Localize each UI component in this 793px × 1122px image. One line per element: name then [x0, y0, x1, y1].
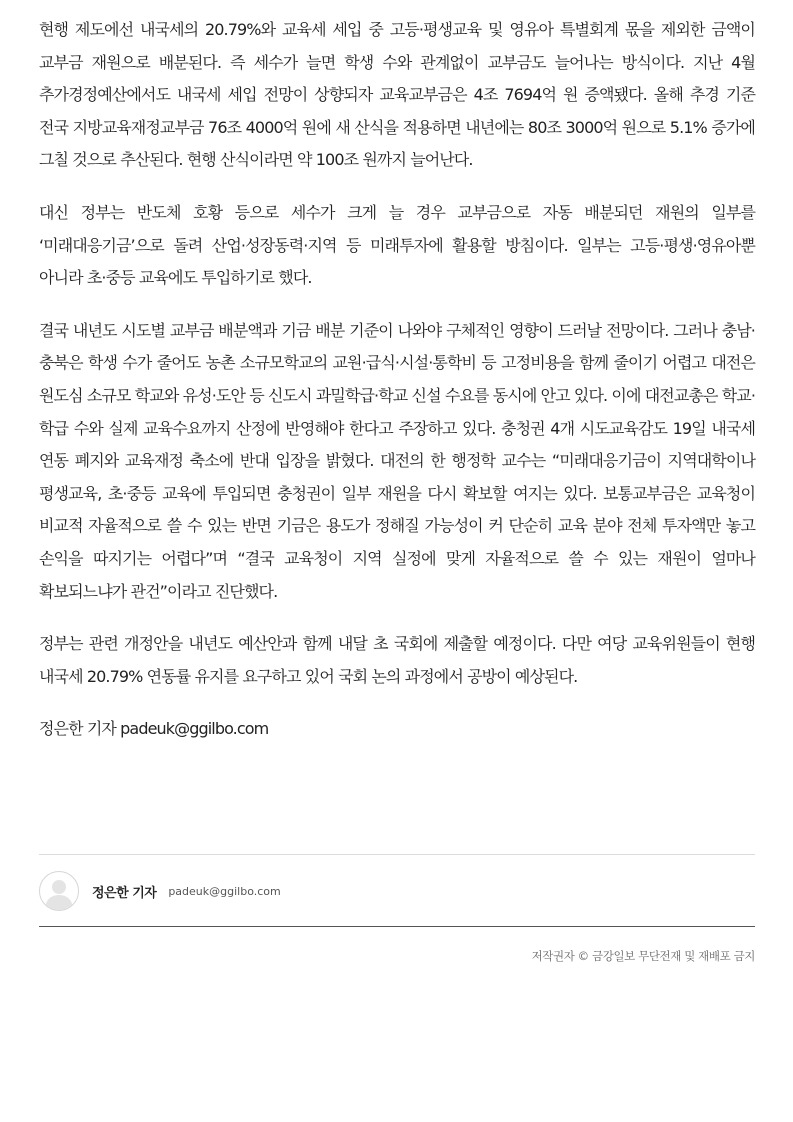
article-byline: 정은한 기자 padeuk@ggilbo.com	[39, 719, 269, 739]
article-body	[39, 14, 755, 745]
author-email[interactable]: padeuk@ggilbo.com	[168, 884, 281, 898]
avatar[interactable]	[39, 871, 79, 911]
article-paragraph: 대신 정부는 반도체 호황 등으로 세수가 크게 늘 경우 교부금으로 자동 배분되던 재원의 일부를 ‘미래대응기금’으로 돌려 산업·성장동력·지역 등 미래투자에 활용할 방침이다. 일부는 고등·평생·영유아뿐 아니라 초·중등 교육에도 투입하기로 했다.	[39, 202, 755, 288]
author-box-divider-bottom	[39, 926, 755, 927]
copyright-notice: 저작권자 © 금강일보 무단전재 및 재배포 금지	[531, 949, 755, 963]
author-box	[39, 870, 755, 912]
article-paragraph: 정부는 관련 개정안을 내년도 예산안과 함께 내달 초 국회에 제출할 예정이다. 다만 여당 교육위원들이 현행 내국세 20.79% 연동률 유지를 요구하고 있어 국회 논의 과정에서 공방이 예상된다.	[39, 634, 755, 686]
article-paragraph: 현행 제도에선 내국세의 20.79%와 교육세 세입 중 고등·평생교육 및 영유아 특별회계 몫을 제외한 금액이 교부금 재원으로 배분된다. 즉 세수가 늘면 학생 수와 관계없이 교부금도 늘어나는 방식이다. 지난 4월 추가경정예산에서도 내국세 세입 전망이 상향되자 교육교부금은 4조 7694억 원 증액됐다. 올해 추경 기준 전국 지방교육재정교부금 76조 4000억 원에 새 산식을 적용하면 내년에는 80조 3000억 원으로 5.1% 증가에 그칠 것으로 추산된다. 현행 산식이라면 약 100조 원까지 늘어난다.	[39, 20, 755, 170]
author-name[interactable]: 정은한 기자	[92, 885, 157, 901]
author-box-divider-top	[39, 854, 755, 855]
user-silhouette-icon	[40, 872, 78, 910]
article-paragraph: 결국 내년도 시도별 교부금 배분액과 기금 배분 기준이 나와야 구체적인 영향이 드러날 전망이다. 그러나 충남·충북은 학생 수가 줄어도 농촌 소규모학교의 교원·급식·시설·통학비 등 고정비용을 함께 줄이기 어렵고 대전은 원도심 소규모 학교와 유성·도안 등 신도시 과밀학급·학교 신설 수요를 동시에 안고 있다. 이에 대전교총은 학교·학급 수와 실제 교육수요까지 산정에 반영해야 한다고 주장하고 있다. 충청권 4개 시도교육감도 19일 내국세 연동 폐지와 교육재정 축소에 반대 입장을 밝혔다. 대전의 한 행정학 교수는 “미래대응기금이 지역대학이나 평생교육, 초·중등 교육에 투입되면 충청권이 일부 재원을 다시 확보할 여지는 있다. 보통교부금은 교육청이 비교적 자율적으로 쓸 수 있는 반면 기금은 용도가 정해질 가능성이 커 단순히 교육 분야 전체 투자액만 놓고 손익을 따지기는 어렵다”며 “결국 교육청이 지역 실정에 맞게 자율적으로 쓸 수 있는 재원이 얼마나 확보되느냐가 관건”이라고 진단했다.	[39, 320, 755, 601]
